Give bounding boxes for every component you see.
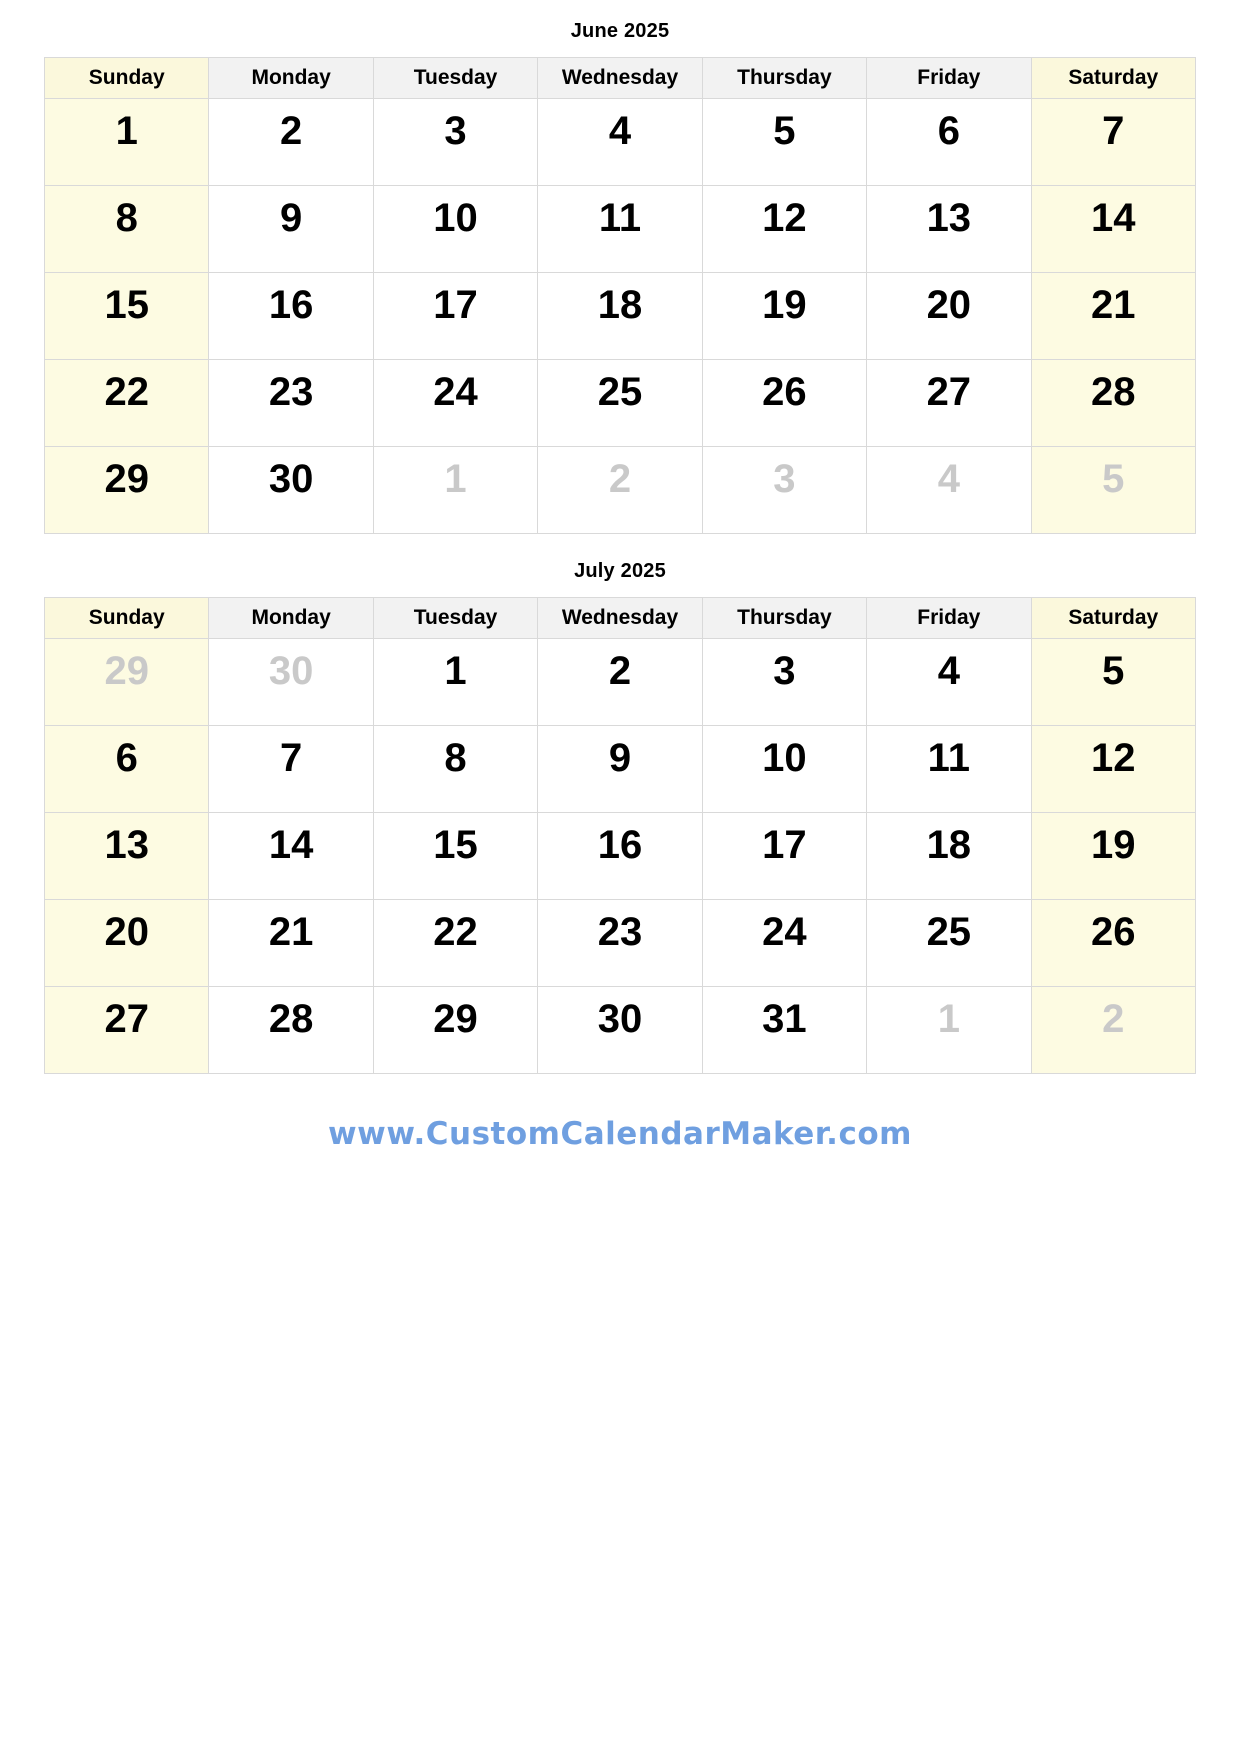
weekday-header-friday: Friday bbox=[867, 598, 1031, 639]
day-cell[interactable] bbox=[1031, 186, 1195, 273]
day-cell[interactable] bbox=[867, 360, 1031, 447]
weekday-header-wednesday: Wednesday bbox=[538, 58, 702, 99]
day-cell[interactable] bbox=[45, 900, 209, 987]
day-cell[interactable] bbox=[1031, 726, 1195, 813]
day-number: 9 bbox=[608, 736, 632, 780]
day-cell[interactable] bbox=[373, 987, 537, 1074]
day-number: 8 bbox=[444, 736, 467, 780]
day-number: 30 bbox=[268, 649, 314, 693]
weekday-header-thursday: Thursday bbox=[702, 58, 866, 99]
day-cell[interactable] bbox=[209, 726, 373, 813]
weekday-header-saturday: Saturday bbox=[1031, 58, 1195, 99]
calendar-week-row bbox=[45, 987, 1196, 1074]
day-cell[interactable] bbox=[538, 726, 702, 813]
calendar-week-row bbox=[45, 99, 1196, 186]
day-number: 22 bbox=[104, 370, 149, 414]
day-cell[interactable] bbox=[373, 726, 537, 813]
day-cell[interactable] bbox=[209, 99, 373, 186]
calendar-table-june bbox=[44, 57, 1196, 534]
day-cell[interactable] bbox=[45, 639, 209, 726]
day-cell[interactable] bbox=[538, 99, 702, 186]
day-number: 28 bbox=[268, 997, 314, 1041]
day-cell[interactable] bbox=[702, 900, 866, 987]
day-number: 13 bbox=[104, 823, 149, 867]
day-cell[interactable] bbox=[209, 273, 373, 360]
day-number: 12 bbox=[1091, 736, 1136, 780]
calendar-table-july bbox=[44, 597, 1196, 1074]
day-number: 21 bbox=[268, 910, 314, 954]
day-number: 7 bbox=[280, 736, 303, 780]
day-cell[interactable] bbox=[702, 639, 866, 726]
day-cell[interactable] bbox=[373, 447, 537, 534]
day-cell[interactable] bbox=[45, 273, 209, 360]
day-number: 27 bbox=[104, 997, 149, 1041]
weekday-header-friday: Friday bbox=[867, 58, 1031, 99]
day-cell[interactable] bbox=[373, 813, 537, 900]
day-number: 15 bbox=[433, 823, 478, 867]
day-number: 9 bbox=[280, 196, 303, 240]
day-cell[interactable] bbox=[209, 900, 373, 987]
month-title: June 2025 bbox=[570, 20, 670, 42]
day-cell[interactable] bbox=[867, 987, 1031, 1074]
day-number: 1 bbox=[444, 649, 467, 693]
weekday-header-row bbox=[45, 58, 1196, 99]
day-number: 5 bbox=[1102, 457, 1125, 501]
day-cell[interactable] bbox=[45, 99, 209, 186]
day-number: 26 bbox=[1091, 910, 1136, 954]
day-number: 29 bbox=[104, 649, 149, 693]
day-cell[interactable] bbox=[867, 813, 1031, 900]
day-cell[interactable] bbox=[45, 987, 209, 1074]
day-cell[interactable] bbox=[45, 360, 209, 447]
day-cell[interactable] bbox=[538, 447, 702, 534]
day-cell[interactable] bbox=[1031, 99, 1195, 186]
day-cell[interactable] bbox=[538, 987, 702, 1074]
day-number: 23 bbox=[597, 910, 643, 954]
day-number: 7 bbox=[1102, 109, 1125, 153]
day-number: 29 bbox=[104, 457, 149, 501]
day-cell[interactable] bbox=[1031, 900, 1195, 987]
day-cell[interactable] bbox=[867, 186, 1031, 273]
day-cell[interactable] bbox=[538, 186, 702, 273]
day-cell[interactable] bbox=[209, 186, 373, 273]
day-cell[interactable] bbox=[45, 447, 209, 534]
day-number: 30 bbox=[597, 997, 643, 1041]
day-cell[interactable] bbox=[373, 900, 537, 987]
weekday-header-saturday: Saturday bbox=[1031, 598, 1195, 639]
weekday-header-monday: Monday bbox=[209, 598, 373, 639]
day-cell[interactable] bbox=[702, 726, 866, 813]
day-number: 4 bbox=[937, 649, 960, 693]
day-number: 18 bbox=[926, 823, 972, 867]
day-number: 19 bbox=[1091, 823, 1136, 867]
day-number: 10 bbox=[762, 736, 807, 780]
weekday-header-tuesday: Tuesday bbox=[373, 58, 537, 99]
day-number: 25 bbox=[926, 910, 972, 954]
day-cell[interactable] bbox=[702, 447, 866, 534]
day-number: 29 bbox=[433, 997, 478, 1041]
day-number: 20 bbox=[104, 910, 149, 954]
day-number: 2 bbox=[280, 109, 303, 153]
day-number: 21 bbox=[1091, 283, 1136, 327]
day-number: 5 bbox=[773, 109, 796, 153]
day-cell[interactable] bbox=[209, 639, 373, 726]
day-cell[interactable] bbox=[867, 273, 1031, 360]
calendar-week-row bbox=[45, 639, 1196, 726]
day-number: 15 bbox=[104, 283, 149, 327]
calendar-week-row bbox=[45, 726, 1196, 813]
day-number: 28 bbox=[1091, 370, 1136, 414]
day-cell[interactable] bbox=[373, 273, 537, 360]
day-number: 17 bbox=[433, 283, 478, 327]
day-number: 17 bbox=[762, 823, 807, 867]
day-cell[interactable] bbox=[702, 273, 866, 360]
day-cell[interactable] bbox=[538, 360, 702, 447]
month-block-june bbox=[44, 0, 1196, 534]
day-number: 18 bbox=[597, 283, 643, 327]
day-number: 24 bbox=[433, 370, 478, 414]
day-number: 3 bbox=[773, 649, 796, 693]
calendar-week-row bbox=[45, 813, 1196, 900]
day-number: 16 bbox=[268, 283, 314, 327]
day-cell[interactable] bbox=[867, 639, 1031, 726]
day-cell[interactable] bbox=[1031, 987, 1195, 1074]
weekday-header-sunday: Sunday bbox=[45, 58, 209, 99]
calendar-week-row bbox=[45, 186, 1196, 273]
day-cell[interactable] bbox=[538, 273, 702, 360]
day-cell[interactable] bbox=[373, 99, 537, 186]
day-number: 1 bbox=[444, 457, 467, 501]
weekday-header-wednesday: Wednesday bbox=[538, 598, 702, 639]
day-number: 6 bbox=[115, 736, 138, 780]
day-cell[interactable] bbox=[702, 813, 866, 900]
day-number: 13 bbox=[926, 196, 972, 240]
day-number: 16 bbox=[597, 823, 643, 867]
day-cell[interactable] bbox=[1031, 813, 1195, 900]
weekday-header-monday: Monday bbox=[209, 58, 373, 99]
day-number: 1 bbox=[115, 109, 138, 153]
day-cell[interactable] bbox=[373, 360, 537, 447]
day-cell[interactable] bbox=[45, 186, 209, 273]
day-cell[interactable] bbox=[373, 186, 537, 273]
day-cell[interactable] bbox=[867, 447, 1031, 534]
day-cell[interactable] bbox=[538, 900, 702, 987]
day-number: 2 bbox=[1102, 997, 1125, 1041]
day-number: 22 bbox=[433, 910, 478, 954]
day-number: 14 bbox=[1091, 196, 1136, 240]
website-footer-link[interactable]: www.CustomCalendarMaker.com bbox=[328, 1116, 912, 1152]
day-number: 1 bbox=[937, 997, 960, 1041]
day-number: 3 bbox=[773, 457, 796, 501]
day-cell[interactable] bbox=[1031, 273, 1195, 360]
day-number: 20 bbox=[926, 283, 972, 327]
weekday-header-tuesday: Tuesday bbox=[373, 598, 537, 639]
month-title: July 2025 bbox=[574, 560, 666, 582]
day-cell[interactable] bbox=[45, 726, 209, 813]
day-cell[interactable] bbox=[867, 726, 1031, 813]
day-cell[interactable] bbox=[538, 639, 702, 726]
day-number: 30 bbox=[268, 457, 314, 501]
day-number: 3 bbox=[444, 109, 467, 153]
weekday-header-thursday: Thursday bbox=[702, 598, 866, 639]
day-cell[interactable] bbox=[1031, 360, 1195, 447]
day-cell[interactable] bbox=[702, 987, 866, 1074]
day-number: 11 bbox=[598, 196, 642, 240]
day-cell[interactable] bbox=[45, 813, 209, 900]
day-cell[interactable] bbox=[702, 186, 866, 273]
day-number: 6 bbox=[937, 109, 960, 153]
day-cell[interactable] bbox=[1031, 447, 1195, 534]
day-cell[interactable] bbox=[867, 900, 1031, 987]
day-number: 10 bbox=[433, 196, 478, 240]
day-cell[interactable] bbox=[867, 99, 1031, 186]
day-number: 14 bbox=[268, 823, 314, 867]
calendar-week-row bbox=[45, 360, 1196, 447]
day-number: 24 bbox=[762, 910, 807, 954]
day-cell[interactable] bbox=[538, 813, 702, 900]
day-cell[interactable] bbox=[702, 99, 866, 186]
calendar-week-row bbox=[45, 273, 1196, 360]
day-cell[interactable] bbox=[209, 813, 373, 900]
day-number: 23 bbox=[268, 370, 314, 414]
day-number: 11 bbox=[927, 736, 970, 780]
day-number: 2 bbox=[608, 649, 632, 693]
day-number: 4 bbox=[608, 109, 632, 153]
day-number: 5 bbox=[1102, 649, 1125, 693]
day-cell[interactable] bbox=[209, 447, 373, 534]
month-block-july bbox=[44, 540, 1196, 1074]
day-number: 25 bbox=[597, 370, 643, 414]
day-number: 4 bbox=[937, 457, 960, 501]
weekday-header-sunday: Sunday bbox=[45, 598, 209, 639]
day-number: 27 bbox=[926, 370, 972, 414]
day-number: 19 bbox=[762, 283, 807, 327]
day-cell[interactable] bbox=[209, 360, 373, 447]
day-cell[interactable] bbox=[373, 639, 537, 726]
day-cell[interactable] bbox=[702, 360, 866, 447]
day-number: 8 bbox=[115, 196, 138, 240]
day-number: 12 bbox=[762, 196, 807, 240]
day-cell[interactable] bbox=[1031, 639, 1195, 726]
day-number: 31 bbox=[762, 997, 807, 1041]
day-cell[interactable] bbox=[209, 987, 373, 1074]
day-number: 2 bbox=[608, 457, 632, 501]
calendar-week-row bbox=[45, 447, 1196, 534]
calendar-week-row bbox=[45, 900, 1196, 987]
day-number: 26 bbox=[762, 370, 807, 414]
weekday-header-row bbox=[45, 598, 1196, 639]
